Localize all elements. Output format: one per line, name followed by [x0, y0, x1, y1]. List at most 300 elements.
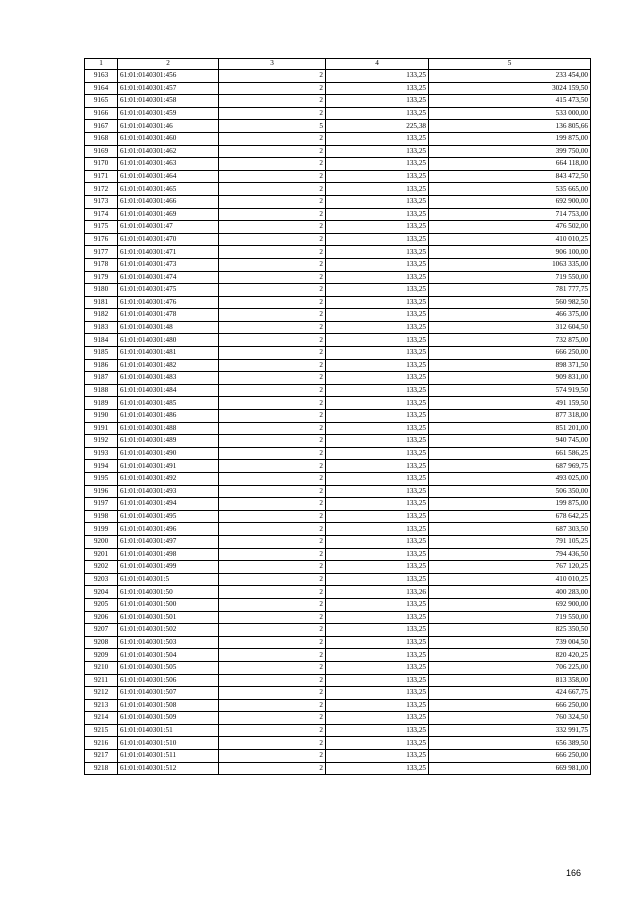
- column-header-1: 1: [85, 59, 118, 70]
- row-number-cell: 9167: [85, 120, 118, 133]
- quantity-cell: 2: [219, 397, 326, 410]
- area-cell: 133,25: [326, 233, 429, 246]
- quantity-cell: 2: [219, 372, 326, 385]
- cadastral-number-cell: 61:01:0140301:466: [118, 195, 219, 208]
- area-cell: 133,25: [326, 246, 429, 259]
- area-cell: 133,25: [326, 699, 429, 712]
- row-number-cell: 9179: [85, 271, 118, 284]
- quantity-cell: 2: [219, 95, 326, 108]
- quantity-cell: 2: [219, 208, 326, 221]
- value-cell: 687 303,50: [429, 523, 591, 536]
- table-row: [85, 687, 591, 700]
- quantity-cell: 2: [219, 384, 326, 397]
- value-cell: 719 550,00: [429, 271, 591, 284]
- value-cell: 820 420,25: [429, 649, 591, 662]
- cadastral-number-cell: 61:01:0140301:463: [118, 158, 219, 171]
- table-row: [85, 561, 591, 574]
- quantity-cell: 2: [219, 636, 326, 649]
- quantity-cell: 2: [219, 221, 326, 234]
- row-number-cell: 9217: [85, 750, 118, 763]
- area-cell: 133,25: [326, 460, 429, 473]
- value-cell: 813 358,00: [429, 674, 591, 687]
- quantity-cell: 2: [219, 561, 326, 574]
- quantity-cell: 2: [219, 624, 326, 637]
- quantity-cell: 2: [219, 170, 326, 183]
- row-number-cell: 9188: [85, 384, 118, 397]
- value-cell: 666 250,00: [429, 347, 591, 360]
- quantity-cell: 2: [219, 737, 326, 750]
- cadastral-number-cell: 61:01:0140301:471: [118, 246, 219, 259]
- value-cell: 3024 159,50: [429, 82, 591, 95]
- row-number-cell: 9165: [85, 95, 118, 108]
- table-row: [85, 296, 591, 309]
- table-row: [85, 422, 591, 435]
- quantity-cell: 2: [219, 598, 326, 611]
- table-row: [85, 447, 591, 460]
- table-row: [85, 712, 591, 725]
- quantity-cell: 2: [219, 523, 326, 536]
- area-cell: 133,25: [326, 132, 429, 145]
- row-number-cell: 9195: [85, 473, 118, 486]
- row-number-cell: 9172: [85, 183, 118, 196]
- cadastral-number-cell: 61:01:0140301:483: [118, 372, 219, 385]
- table-row: [85, 699, 591, 712]
- column-header-3: 3: [219, 59, 326, 70]
- area-cell: 133,25: [326, 309, 429, 322]
- table-row: [85, 359, 591, 372]
- row-number-cell: 9204: [85, 586, 118, 599]
- cadastral-number-cell: 61:01:0140301:469: [118, 208, 219, 221]
- cadastral-number-cell: 61:01:0140301:456: [118, 70, 219, 83]
- row-number-cell: 9214: [85, 712, 118, 725]
- quantity-cell: 2: [219, 674, 326, 687]
- value-cell: 400 283,00: [429, 586, 591, 599]
- quantity-cell: 2: [219, 573, 326, 586]
- area-cell: 133,25: [326, 82, 429, 95]
- area-cell: 133,25: [326, 384, 429, 397]
- area-cell: 133,25: [326, 674, 429, 687]
- cadastral-number-cell: 61:01:0140301:478: [118, 309, 219, 322]
- table-row: [85, 573, 591, 586]
- row-number-cell: 9212: [85, 687, 118, 700]
- value-cell: 669 981,00: [429, 762, 591, 775]
- table-row: [85, 384, 591, 397]
- quantity-cell: 2: [219, 535, 326, 548]
- cadastral-number-cell: 61:01:0140301:500: [118, 598, 219, 611]
- cadastral-number-cell: 61:01:0140301:488: [118, 422, 219, 435]
- row-number-cell: 9163: [85, 70, 118, 83]
- quantity-cell: 2: [219, 661, 326, 674]
- value-cell: 791 105,25: [429, 535, 591, 548]
- area-cell: 133,25: [326, 334, 429, 347]
- cadastral-number-cell: 61:01:0140301:503: [118, 636, 219, 649]
- table-row: [85, 271, 591, 284]
- quantity-cell: 2: [219, 712, 326, 725]
- value-cell: 906 100,00: [429, 246, 591, 259]
- table-row: [85, 535, 591, 548]
- cadastral-number-cell: 61:01:0140301:512: [118, 762, 219, 775]
- quantity-cell: 2: [219, 460, 326, 473]
- table-row: [85, 258, 591, 271]
- table-row: [85, 347, 591, 360]
- row-number-cell: 9210: [85, 661, 118, 674]
- cadastral-number-cell: 61:01:0140301:509: [118, 712, 219, 725]
- cadastral-number-cell: 61:01:0140301:505: [118, 661, 219, 674]
- quantity-cell: 2: [219, 435, 326, 448]
- area-cell: 133,25: [326, 107, 429, 120]
- value-cell: 410 010,25: [429, 233, 591, 246]
- row-number-cell: 9203: [85, 573, 118, 586]
- table-row: [85, 284, 591, 297]
- value-cell: 767 120,25: [429, 561, 591, 574]
- row-number-cell: 9191: [85, 422, 118, 435]
- row-number-cell: 9218: [85, 762, 118, 775]
- cadastral-number-cell: 61:01:0140301:510: [118, 737, 219, 750]
- table-row: [85, 548, 591, 561]
- value-cell: 732 875,00: [429, 334, 591, 347]
- table-row: [85, 611, 591, 624]
- area-cell: 225,38: [326, 120, 429, 133]
- row-number-cell: 9189: [85, 397, 118, 410]
- cadastral-number-cell: 61:01:0140301:46: [118, 120, 219, 133]
- value-cell: 851 201,00: [429, 422, 591, 435]
- value-cell: 687 969,75: [429, 460, 591, 473]
- row-number-cell: 9176: [85, 233, 118, 246]
- table-row: [85, 183, 591, 196]
- value-cell: 533 000,00: [429, 107, 591, 120]
- quantity-cell: 2: [219, 410, 326, 423]
- cadastral-number-cell: 61:01:0140301:462: [118, 145, 219, 158]
- row-number-cell: 9215: [85, 724, 118, 737]
- table-row: [85, 510, 591, 523]
- table-row: [85, 158, 591, 171]
- quantity-cell: 2: [219, 145, 326, 158]
- table-row: [85, 523, 591, 536]
- quantity-cell: 2: [219, 284, 326, 297]
- value-cell: 415 473,50: [429, 95, 591, 108]
- quantity-cell: 2: [219, 158, 326, 171]
- row-number-cell: 9174: [85, 208, 118, 221]
- value-cell: 574 919,50: [429, 384, 591, 397]
- cadastral-number-cell: 61:01:0140301:474: [118, 271, 219, 284]
- cadastral-number-cell: 61:01:0140301:494: [118, 498, 219, 511]
- quantity-cell: 2: [219, 548, 326, 561]
- quantity-cell: 5: [219, 120, 326, 133]
- value-cell: 760 324,50: [429, 712, 591, 725]
- row-number-cell: 9197: [85, 498, 118, 511]
- cadastral-number-cell: 61:01:0140301:501: [118, 611, 219, 624]
- area-cell: 133,25: [326, 737, 429, 750]
- table-body: [85, 70, 591, 775]
- quantity-cell: 2: [219, 195, 326, 208]
- area-cell: 133,25: [326, 410, 429, 423]
- value-cell: 664 118,00: [429, 158, 591, 171]
- table-row: [85, 95, 591, 108]
- value-cell: 560 982,50: [429, 296, 591, 309]
- value-cell: 794 436,50: [429, 548, 591, 561]
- area-cell: 133,25: [326, 70, 429, 83]
- cadastral-number-cell: 61:01:0140301:507: [118, 687, 219, 700]
- quantity-cell: 2: [219, 473, 326, 486]
- row-number-cell: 9169: [85, 145, 118, 158]
- table-row: [85, 107, 591, 120]
- quantity-cell: 2: [219, 347, 326, 360]
- cadastral-number-cell: 61:01:0140301:459: [118, 107, 219, 120]
- area-cell: 133,26: [326, 586, 429, 599]
- cadastral-number-cell: 61:01:0140301:465: [118, 183, 219, 196]
- value-cell: 843 472,50: [429, 170, 591, 183]
- quantity-cell: 2: [219, 750, 326, 763]
- value-cell: 1063 335,00: [429, 258, 591, 271]
- quantity-cell: 2: [219, 586, 326, 599]
- area-cell: 133,25: [326, 447, 429, 460]
- quantity-cell: 2: [219, 422, 326, 435]
- table-row: [85, 750, 591, 763]
- table-row: [85, 397, 591, 410]
- cadastral-number-cell: 61:01:0140301:460: [118, 132, 219, 145]
- value-cell: 491 159,50: [429, 397, 591, 410]
- quantity-cell: 2: [219, 132, 326, 145]
- table-row: [85, 70, 591, 83]
- area-cell: 133,25: [326, 258, 429, 271]
- cadastral-number-cell: 61:01:0140301:457: [118, 82, 219, 95]
- table-row: [85, 661, 591, 674]
- row-number-cell: 9181: [85, 296, 118, 309]
- table-row: [85, 82, 591, 95]
- value-cell: 199 875,00: [429, 132, 591, 145]
- cadastral-number-cell: 61:01:0140301:511: [118, 750, 219, 763]
- row-number-cell: 9177: [85, 246, 118, 259]
- row-number-cell: 9209: [85, 649, 118, 662]
- area-cell: 133,25: [326, 573, 429, 586]
- row-number-cell: 9185: [85, 347, 118, 360]
- cadastral-number-cell: 61:01:0140301:506: [118, 674, 219, 687]
- value-cell: 940 745,00: [429, 435, 591, 448]
- table-row: [85, 170, 591, 183]
- row-number-cell: 9178: [85, 258, 118, 271]
- row-number-cell: 9190: [85, 410, 118, 423]
- area-cell: 133,25: [326, 473, 429, 486]
- cadastral-number-cell: 61:01:0140301:5: [118, 573, 219, 586]
- area-cell: 133,25: [326, 498, 429, 511]
- table-row: [85, 762, 591, 775]
- row-number-cell: 9180: [85, 284, 118, 297]
- area-cell: 133,25: [326, 95, 429, 108]
- area-cell: 133,25: [326, 661, 429, 674]
- value-cell: 692 900,00: [429, 598, 591, 611]
- cadastral-number-cell: 61:01:0140301:497: [118, 535, 219, 548]
- cadastral-number-cell: 61:01:0140301:476: [118, 296, 219, 309]
- table-row: [85, 636, 591, 649]
- cadastral-number-cell: 61:01:0140301:458: [118, 95, 219, 108]
- area-cell: 133,25: [326, 372, 429, 385]
- value-cell: 535 665,00: [429, 183, 591, 196]
- table-row: [85, 309, 591, 322]
- row-number-cell: 9182: [85, 309, 118, 322]
- value-cell: 661 586,25: [429, 447, 591, 460]
- area-cell: 133,25: [326, 712, 429, 725]
- cadastral-number-cell: 61:01:0140301:473: [118, 258, 219, 271]
- area-cell: 133,25: [326, 158, 429, 171]
- value-cell: 410 010,25: [429, 573, 591, 586]
- cadastral-number-cell: 61:01:0140301:485: [118, 397, 219, 410]
- area-cell: 133,25: [326, 485, 429, 498]
- area-cell: 133,25: [326, 636, 429, 649]
- cadastral-number-cell: 61:01:0140301:499: [118, 561, 219, 574]
- row-number-cell: 9194: [85, 460, 118, 473]
- table-row: [85, 145, 591, 158]
- area-cell: 133,25: [326, 208, 429, 221]
- value-cell: 825 350,50: [429, 624, 591, 637]
- table-row: [85, 485, 591, 498]
- row-number-cell: 9192: [85, 435, 118, 448]
- table-row: [85, 674, 591, 687]
- quantity-cell: 2: [219, 762, 326, 775]
- area-cell: 133,25: [326, 510, 429, 523]
- area-cell: 133,25: [326, 271, 429, 284]
- table-row: [85, 586, 591, 599]
- value-cell: 678 642,25: [429, 510, 591, 523]
- value-cell: 909 831,00: [429, 372, 591, 385]
- cadastral-number-cell: 61:01:0140301:47: [118, 221, 219, 234]
- row-number-cell: 9170: [85, 158, 118, 171]
- cadastral-number-cell: 61:01:0140301:464: [118, 170, 219, 183]
- cadastral-number-cell: 61:01:0140301:484: [118, 384, 219, 397]
- cadastral-number-cell: 61:01:0140301:48: [118, 321, 219, 334]
- cadastral-number-cell: 61:01:0140301:486: [118, 410, 219, 423]
- cadastral-number-cell: 61:01:0140301:502: [118, 624, 219, 637]
- area-cell: 133,25: [326, 724, 429, 737]
- area-cell: 133,25: [326, 435, 429, 448]
- table-row: [85, 410, 591, 423]
- quantity-cell: 2: [219, 107, 326, 120]
- row-number-cell: 9196: [85, 485, 118, 498]
- area-cell: 133,25: [326, 170, 429, 183]
- table-row: [85, 321, 591, 334]
- cadastral-value-table: [84, 58, 591, 775]
- value-cell: 332 991,75: [429, 724, 591, 737]
- cadastral-number-cell: 61:01:0140301:491: [118, 460, 219, 473]
- quantity-cell: 2: [219, 183, 326, 196]
- row-number-cell: 9213: [85, 699, 118, 712]
- row-number-cell: 9199: [85, 523, 118, 536]
- table-row: [85, 460, 591, 473]
- area-cell: 133,25: [326, 535, 429, 548]
- table-row: [85, 132, 591, 145]
- cadastral-number-cell: 61:01:0140301:50: [118, 586, 219, 599]
- value-cell: 781 777,75: [429, 284, 591, 297]
- value-cell: 136 805,66: [429, 120, 591, 133]
- row-number-cell: 9171: [85, 170, 118, 183]
- row-number-cell: 9201: [85, 548, 118, 561]
- area-cell: 133,25: [326, 221, 429, 234]
- area-cell: 133,25: [326, 762, 429, 775]
- quantity-cell: 2: [219, 271, 326, 284]
- row-number-cell: 9164: [85, 82, 118, 95]
- quantity-cell: 2: [219, 321, 326, 334]
- table-row: [85, 498, 591, 511]
- row-number-cell: 9202: [85, 561, 118, 574]
- quantity-cell: 2: [219, 70, 326, 83]
- row-number-cell: 9187: [85, 372, 118, 385]
- cadastral-number-cell: 61:01:0140301:498: [118, 548, 219, 561]
- table-row: [85, 120, 591, 133]
- quantity-cell: 2: [219, 510, 326, 523]
- table-row: [85, 724, 591, 737]
- value-cell: 199 875,00: [429, 498, 591, 511]
- table-row: [85, 221, 591, 234]
- area-cell: 133,25: [326, 284, 429, 297]
- table-row: [85, 334, 591, 347]
- value-cell: 233 454,00: [429, 70, 591, 83]
- area-cell: 133,25: [326, 397, 429, 410]
- value-cell: 706 225,00: [429, 661, 591, 674]
- cadastral-number-cell: 61:01:0140301:470: [118, 233, 219, 246]
- table-row: [85, 598, 591, 611]
- table-row: [85, 208, 591, 221]
- row-number-cell: 9207: [85, 624, 118, 637]
- area-cell: 133,25: [326, 145, 429, 158]
- quantity-cell: 2: [219, 611, 326, 624]
- quantity-cell: 2: [219, 334, 326, 347]
- area-cell: 133,25: [326, 359, 429, 372]
- quantity-cell: 2: [219, 649, 326, 662]
- quantity-cell: 2: [219, 309, 326, 322]
- table-row: [85, 624, 591, 637]
- row-number-cell: 9184: [85, 334, 118, 347]
- row-number-cell: 9173: [85, 195, 118, 208]
- quantity-cell: 2: [219, 724, 326, 737]
- cadastral-number-cell: 61:01:0140301:492: [118, 473, 219, 486]
- column-header-5: 5: [429, 59, 591, 70]
- row-number-cell: 9205: [85, 598, 118, 611]
- value-cell: 312 604,50: [429, 321, 591, 334]
- table-row: [85, 372, 591, 385]
- column-header-4: 4: [326, 59, 429, 70]
- row-number-cell: 9216: [85, 737, 118, 750]
- table-row: [85, 737, 591, 750]
- column-header-2: 2: [118, 59, 219, 70]
- row-number-cell: 9211: [85, 674, 118, 687]
- value-cell: 476 502,00: [429, 221, 591, 234]
- value-cell: 399 750,00: [429, 145, 591, 158]
- value-cell: 666 250,00: [429, 750, 591, 763]
- area-cell: 133,25: [326, 347, 429, 360]
- quantity-cell: 2: [219, 359, 326, 372]
- row-number-cell: 9186: [85, 359, 118, 372]
- quantity-cell: 2: [219, 498, 326, 511]
- quantity-cell: 2: [219, 485, 326, 498]
- value-cell: 506 350,00: [429, 485, 591, 498]
- area-cell: 133,25: [326, 183, 429, 196]
- value-cell: 692 900,00: [429, 195, 591, 208]
- value-cell: 656 389,50: [429, 737, 591, 750]
- value-cell: 877 318,00: [429, 410, 591, 423]
- value-cell: 714 753,00: [429, 208, 591, 221]
- cadastral-number-cell: 61:01:0140301:475: [118, 284, 219, 297]
- quantity-cell: 2: [219, 233, 326, 246]
- table-row: [85, 473, 591, 486]
- header-row: [85, 59, 591, 70]
- value-cell: 739 004,50: [429, 636, 591, 649]
- cadastral-number-cell: 61:01:0140301:489: [118, 435, 219, 448]
- area-cell: 133,25: [326, 624, 429, 637]
- row-number-cell: 9198: [85, 510, 118, 523]
- row-number-cell: 9183: [85, 321, 118, 334]
- table-row: [85, 435, 591, 448]
- row-number-cell: 9208: [85, 636, 118, 649]
- area-cell: 133,25: [326, 687, 429, 700]
